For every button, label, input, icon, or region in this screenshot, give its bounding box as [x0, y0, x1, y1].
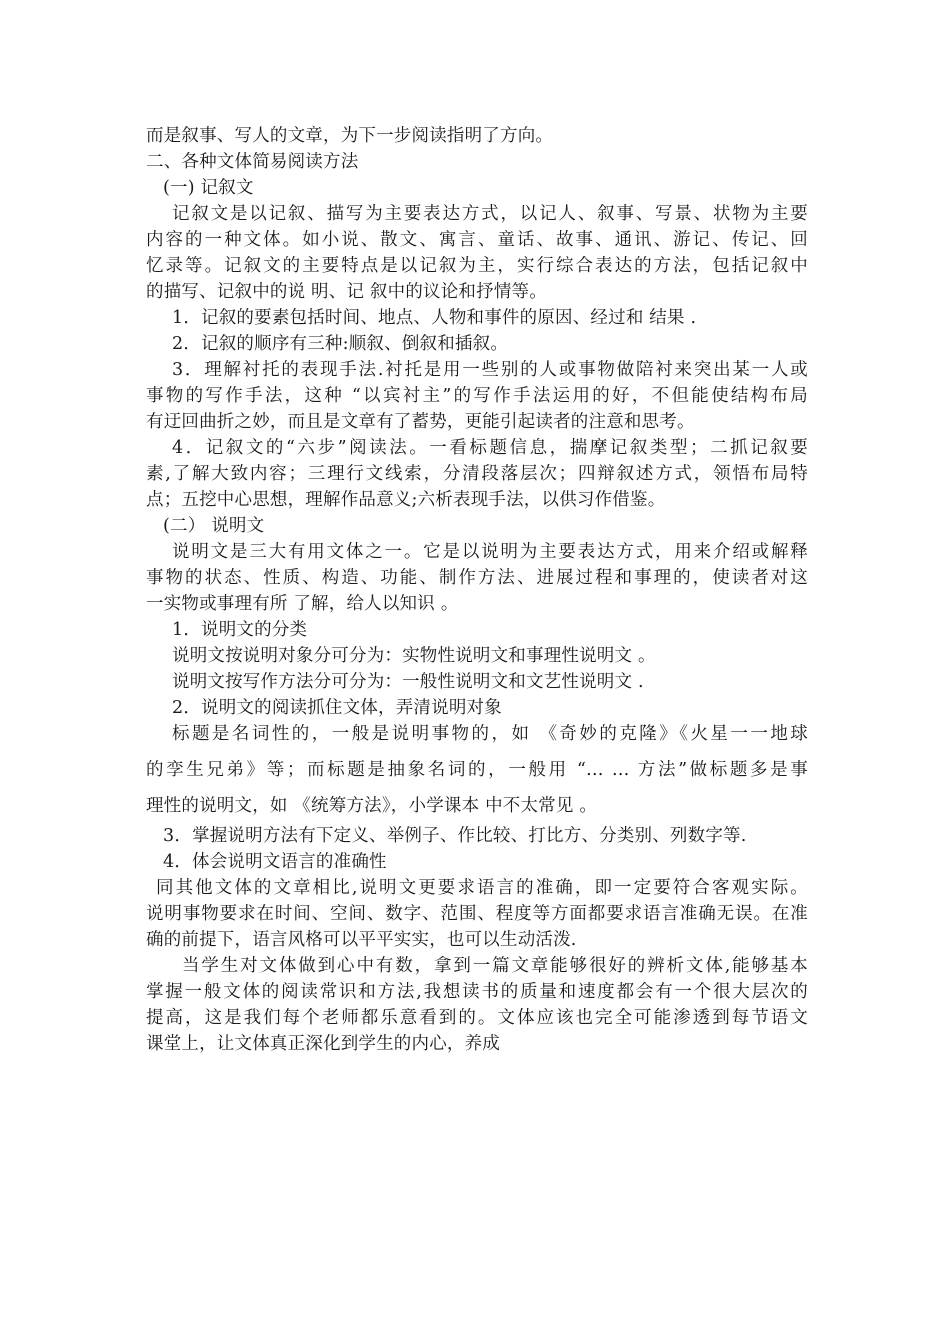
text-line: 事物的状态、性质、构造、功能、制作方法、进展过程和事理的，使读者对这 [146, 568, 808, 588]
text-line: 掌握一般文体的阅读常识和方法,我想读书的质量和速度都会有一个很大层次的 [146, 982, 808, 1002]
list-item: 2．说明文的阅读抓住文体，弄清说明对象 [172, 698, 502, 718]
text-line: 点；五挖中心思想，理解作品意义;六析表现手法，以供习作借鉴。 [146, 490, 666, 510]
list-item: 1．说明文的分类 [172, 620, 308, 640]
text-line: 内容的一种文体。如小说、散文、寓言、童话、故事、通讯、游记、传记、回 [146, 230, 808, 250]
list-item: 3．理解衬托的表现手法.衬托是用一些别的人或事物做陪衬来突出某一人或 [172, 360, 808, 380]
text-line: 当学生对文体做到心中有数，拿到一篇文章能够很好的辨析文体,能够基本 [182, 956, 808, 976]
list-item: 4．记叙文的“六步”阅读法。一看标题信息，揣摩记叙类型；二抓记叙要 [172, 438, 808, 458]
section-heading: 二、各种文体简易阅读方法 [146, 152, 359, 172]
text-line: 课堂上，让文体真正深化到学生的内心，养成 [146, 1034, 500, 1054]
list-item: 3．掌握说明方法有下定义、举例子、作比较、打比方、分类别、列数字等. [163, 826, 747, 846]
text-line: 而是叙事、写人的文章，为下一步阅读指明了方向。 [146, 126, 554, 146]
text-line: 说明事物要求在时间、空间、数字、范围、程度等方面都要求语言准确无误。在准 [146, 904, 808, 924]
text-line: 事物的写作手法，这种 “以宾衬主”的写作手法运用的好，不但能使结构布局 [146, 386, 808, 406]
list-item: 4．体会说明文语言的准确性 [163, 852, 387, 872]
list-item: 1．记叙的要素包括时间、地点、人物和事件的原因、经过和 结果 . [172, 308, 697, 328]
text-line: 说明文按说明对象分可分为：实物性说明文和事理性说明文 。 [172, 646, 656, 666]
subsection-heading: (二） 说明文 [163, 516, 265, 536]
text-line: 忆录等。记叙文的主要特点是以记叙为主，实行综合表达的方法，包括记叙中 [146, 256, 808, 276]
text-line: 标题是名词性的，一般是说明事物的，如 《奇妙的克隆》《火星一一地球 [172, 724, 808, 744]
text-line: 记叙文是以记叙、描写为主要表达方式，以记人、叙事、写景、状物为主要 [172, 204, 808, 224]
text-line: 确的前提下，语言风格可以平平实实，也可以生动活泼. [146, 930, 577, 950]
text-line: 素,了解大致内容；三理行文线索，分清段落层次；四辩叙述方式，领悟布局特 [146, 464, 808, 484]
text-line: 一实物或事理有所 了解，给人以知识 。 [146, 594, 459, 614]
text-line: 说明文按写作方法分可分为：一般性说明文和文艺性说明文 . [172, 672, 644, 692]
list-item: 2．记叙的顺序有三种:顺叙、倒叙和插叙。 [172, 334, 509, 354]
text-line: 说明文是三大有用文体之一。它是以说明为主要表达方式，用来介绍或解释 [172, 542, 808, 562]
text-line: 的描写、记叙中的说 明、记 叙中的议论和抒情等。 [146, 282, 547, 302]
text-line: 同其他文体的文章相比,说明文更要求语言的准确，即一定要符合客观实际。 [156, 878, 808, 898]
text-line: 有迂回曲折之妙，而且是文章有了蓄势，更能引起读者的注意和思考。 [146, 412, 695, 432]
text-line: 的孪生兄弟》等；而标题是抽象名词的，一般用 “… … 方法”做标题多是事 [146, 760, 808, 780]
text-line: 提高，这是我们每个老师都乐意看到的。文体应该也完全可能渗透到每节语文 [146, 1008, 808, 1028]
text-line: 理性的说明文，如 《统筹方法》，小学课本 中不太常见 。 [146, 796, 598, 816]
subsection-heading: (一) 记叙文 [163, 178, 254, 198]
